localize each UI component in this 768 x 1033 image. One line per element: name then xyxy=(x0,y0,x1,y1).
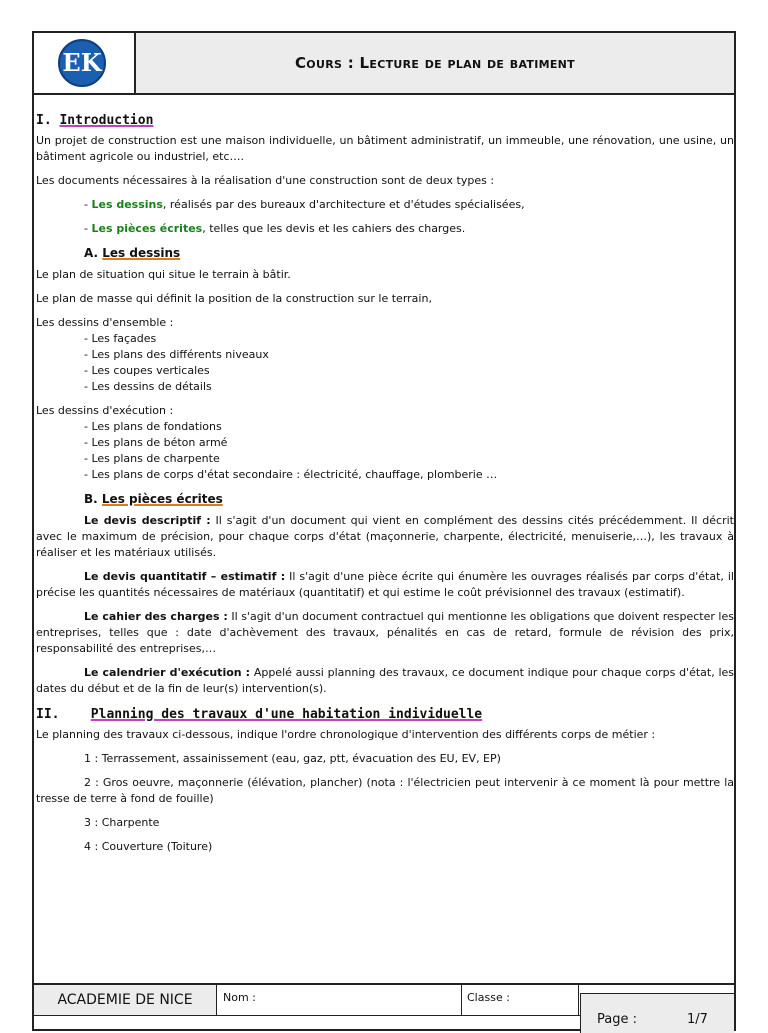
intro-item-pieces: - Les pièces écrites, telles que les devis et les cahiers des charges. xyxy=(84,222,466,235)
list-item: - Les façades xyxy=(84,332,157,345)
dessins-ensemble-list xyxy=(36,315,734,395)
dessins-paragraph-1: Le plan de situation qui situe le terrain à bâtir. xyxy=(36,268,291,281)
list-item: - Les coupes verticales xyxy=(84,364,210,377)
intro-paragraph-1: Un projet de construction est une maison individuelle, un bâtiment administratif, un immeuble, une rénovation, une usine, un bâtiment agricole ou industriel, etc…. xyxy=(36,134,734,163)
pieces-item-devis-quantitatif: Le devis quantitatif – estimatif : Il s'agit d'une pièce écrite qui énumère les ouvrages réalisés par corps d'état, il précise les quantités nécessaires de matériaux (quantitatif) et qui estime le coût prévisionnel des travaux (estimatif). xyxy=(36,570,734,599)
document-header xyxy=(34,33,734,95)
section-heading-dessins: A. Les dessins xyxy=(84,246,181,260)
page-label: Page : xyxy=(597,1012,637,1027)
intro-item-dessins: - Les dessins, réalisés par des bureaux d'architecture et d'études spécialisées, xyxy=(84,198,525,211)
list-title: Les dessins d'ensemble : xyxy=(36,316,174,329)
section-heading-pieces: B. Les pièces écrites xyxy=(84,492,223,506)
dessins-execution-list xyxy=(36,403,734,483)
planning-step: 2 : Gros oeuvre, maçonnerie (élévation, plancher) (nota : l'électricien peut intervenir à ce moment là pour mettre la tresse de terre à fond de fouille) xyxy=(36,776,734,805)
page-number: 1/7 xyxy=(687,1012,708,1027)
pieces-item-calendrier: Le calendrier d'exécution : Appelé aussi planning des travaux, ce document indique pour chaque corps d'état, les dates du début et de la fin de leur(s) intervention(s). xyxy=(36,666,734,695)
planning-step: 1 : Terrassement, assainissement (eau, gaz, ptt, évacuation des EU, EV, EP) xyxy=(84,752,501,765)
planning-step: 3 : Charpente xyxy=(84,816,160,829)
section-heading-planning: II. Planning des travaux d'une habitation individuelle xyxy=(36,707,483,722)
nom-field: Nom : xyxy=(217,985,462,1015)
list-title: Les dessins d'exécution : xyxy=(36,404,174,417)
list-item: - Les plans de charpente xyxy=(84,452,220,465)
academie-label: ACADEMIE DE NICE xyxy=(34,985,217,1015)
logo-cell xyxy=(34,33,136,93)
section-heading-introduction: I. Introduction xyxy=(36,113,154,128)
planning-step: 4 : Couverture (Toiture) xyxy=(84,840,213,853)
logo-icon: EK xyxy=(58,39,106,87)
pieces-item-cahier-charges: Le cahier des charges : Il s'agit d'un document contractuel qui mentionne les obligations que doivent respecter les entreprises, telles que : date d'achèvement des travaux, pénalités en cas de retard, formule de révision des prix, responsabilité des entreprises,… xyxy=(36,610,734,655)
classe-field: Classe : xyxy=(463,985,579,1015)
planning-intro: Le planning des travaux ci-dessous, indique l'ordre chronologique d'intervention des différents corps de métier : xyxy=(36,728,656,741)
footer-divider xyxy=(34,1015,580,1016)
intro-paragraph-2: Les documents nécessaires à la réalisation d'une construction sont de deux types : xyxy=(36,174,495,187)
pieces-item-devis-descriptif: Le devis descriptif : Il s'agit d'un document qui vient en complément des dessins cités précédemment. Il décrit avec le maximum de précision, pour chaque corps d'état (maçonnerie, charpente, électricité, menuiserie,…), les travaux à réaliser et les matériaux utilisés. xyxy=(36,514,734,559)
page-indicator xyxy=(580,993,734,1033)
list-item: - Les plans de béton armé xyxy=(84,436,228,449)
dessins-paragraph-2: Le plan de masse qui définit la position de la construction sur le terrain, xyxy=(36,292,432,305)
page-title: Cours : Lecture de plan de batiment xyxy=(136,33,734,93)
list-item: - Les plans de corps d'état secondaire : électricité, chauffage, plomberie … xyxy=(84,468,498,481)
list-item: - Les plans des différents niveaux xyxy=(84,348,269,361)
list-item: - Les dessins de détails xyxy=(84,380,212,393)
document-page xyxy=(32,31,736,1031)
list-item: - Les plans de fondations xyxy=(84,420,222,433)
document-body xyxy=(36,113,734,863)
